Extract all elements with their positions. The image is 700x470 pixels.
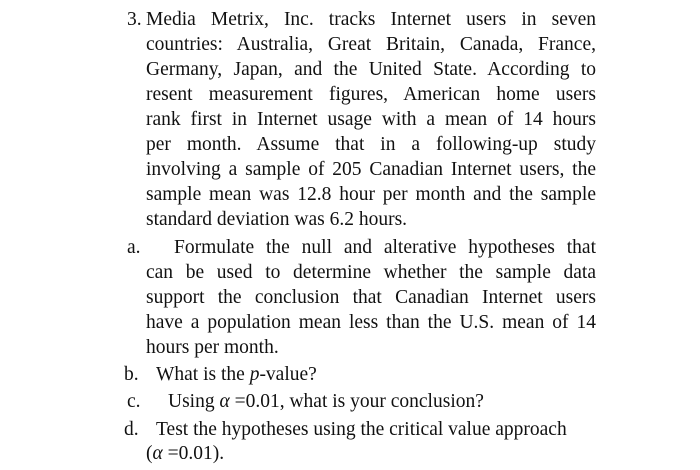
alpha-symbol-d: α xyxy=(152,443,163,464)
part-a-marker: a. xyxy=(127,237,141,258)
part-c-marker: c. xyxy=(127,391,141,412)
part-a-line-4: have a population mean less than the U.S. mean of 14 xyxy=(146,312,596,333)
part-d-line-1: Test the hypotheses using the critical value approach xyxy=(156,419,567,440)
part-a-line-2: can be used to determine whether the sample data xyxy=(146,262,596,283)
intro-line-1: Media Metrix, Inc. tracks Internet users in seven xyxy=(146,9,596,30)
part-a-line-5: hours per month. xyxy=(146,337,279,358)
part-b-text xyxy=(156,363,317,387)
part-b-marker: b. xyxy=(124,364,139,385)
part-c-text xyxy=(168,390,484,414)
intro-line-2: countries: Australia, Great Britain, Canada, France, xyxy=(146,34,596,55)
intro-line-3: Germany, Japan, and the United State. According to xyxy=(146,59,596,80)
part-d-open-paren: ( xyxy=(146,443,153,464)
part-b-text-after: -value? xyxy=(259,364,317,385)
intro-line-7: involving a sample of 205 Canadian Internet users, the xyxy=(146,159,596,180)
part-a-line-3: support the conclusion that Canadian Internet users xyxy=(146,287,596,308)
part-a-line-1: Formulate the null and alterative hypotheses that xyxy=(174,237,596,258)
intro-line-9: standard deviation was 6.2 hours. xyxy=(146,209,408,230)
part-b-text-before: What is the xyxy=(156,364,250,385)
part-b-italic: p xyxy=(249,364,260,385)
intro-line-6: per month. Assume that in a following-up study xyxy=(146,134,596,155)
part-d-line-2-rest: =0.01). xyxy=(162,443,225,464)
alpha-symbol: α xyxy=(219,391,230,412)
part-d-line-2 xyxy=(146,442,224,466)
intro-line-5: rank first in Internet usage with a mean of 14 hours xyxy=(146,109,596,130)
intro-line-4: resent measurement figures, American home users xyxy=(146,84,596,105)
part-c-text-after: =0.01, what is your conclusion? xyxy=(229,391,484,412)
problem-number: 3. xyxy=(127,9,142,30)
intro-line-8: sample mean was 12.8 hour per month and the sample xyxy=(146,184,596,205)
part-c-text-before: Using xyxy=(168,391,220,412)
part-d-marker: d. xyxy=(124,419,139,440)
